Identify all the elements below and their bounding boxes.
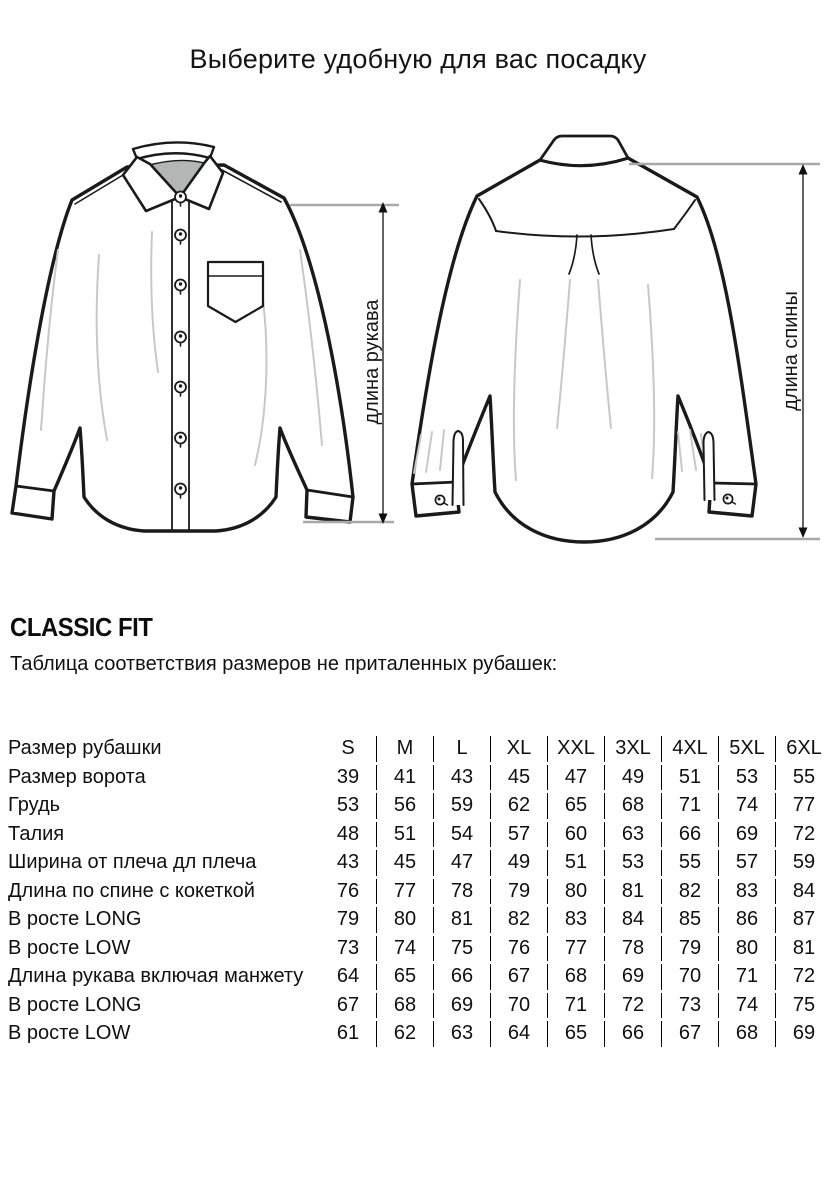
size-row (8, 1021, 832, 1047)
size-row (8, 907, 832, 933)
size-value-cell: 55 (662, 850, 719, 876)
size-column-header: 4XL (662, 736, 719, 762)
size-value-cell: 69 (792, 1022, 816, 1045)
size-value-cell: 83 (548, 907, 605, 933)
size-row-label: В росте LOW (8, 936, 131, 959)
size-value-cell: 59 (792, 851, 816, 874)
size-value-cell: 74 (377, 936, 434, 962)
size-row (8, 879, 832, 905)
size-value-cell: 47 (434, 850, 491, 876)
size-header-row (8, 736, 832, 762)
size-value-cell: 63 (605, 822, 662, 848)
size-value-cell: 82 (662, 879, 719, 905)
size-value-cell: 64 (320, 964, 377, 990)
size-value-cell: 65 (548, 1021, 605, 1047)
size-row-label: Ширина от плеча дл плеча (8, 851, 257, 874)
size-value-cell: 51 (662, 765, 719, 791)
size-value-cell: 60 (548, 822, 605, 848)
size-value-cell: 75 (792, 993, 816, 1016)
size-value-cell: 67 (320, 993, 377, 1019)
size-row (8, 936, 832, 962)
size-value-cell: 53 (605, 850, 662, 876)
size-value-cell: 84 (792, 879, 816, 902)
size-column-header: 5XL (719, 736, 776, 762)
size-row-label: В росте LONG (8, 908, 142, 931)
classic-fit-heading: CLASSIC FIT (10, 612, 153, 642)
size-row-label: Талия (8, 822, 65, 845)
size-row (8, 822, 832, 848)
size-column-header: XL (491, 736, 548, 762)
size-value-cell: 83 (719, 879, 776, 905)
size-column-header: L (434, 736, 491, 762)
size-value-cell: 41 (377, 765, 434, 791)
size-row-label: В росте LOW (8, 1022, 131, 1045)
size-value-cell: 73 (320, 936, 377, 962)
size-value-cell: 66 (605, 1021, 662, 1047)
size-value-cell: 54 (434, 822, 491, 848)
size-column-header: M (377, 736, 434, 762)
size-column-header: 6XL (786, 737, 822, 760)
size-table (8, 733, 832, 1050)
size-value-cell: 45 (491, 765, 548, 791)
sleeve-length-label: длина рукава (361, 299, 383, 425)
page-title: Выберите удобную для вас посадку (189, 44, 647, 74)
size-value-cell: 53 (719, 765, 776, 791)
size-value-cell: 76 (491, 936, 548, 962)
size-value-cell: 53 (320, 793, 377, 819)
size-value-cell: 64 (491, 1021, 548, 1047)
size-value-cell: 81 (605, 879, 662, 905)
size-value-cell: 79 (491, 879, 548, 905)
size-value-cell: 77 (377, 879, 434, 905)
size-value-cell: 68 (377, 993, 434, 1019)
size-table-body (8, 736, 832, 1047)
size-value-cell: 55 (792, 765, 816, 788)
size-value-cell: 71 (548, 993, 605, 1019)
size-column-header: XXL (548, 736, 605, 762)
size-row-label: Длина по спине с кокеткой (8, 879, 255, 902)
size-value-cell: 85 (662, 907, 719, 933)
size-value-cell: 39 (320, 765, 377, 791)
size-value-cell: 73 (662, 993, 719, 1019)
size-value-cell: 81 (434, 907, 491, 933)
size-value-cell: 87 (792, 908, 816, 931)
size-value-cell: 69 (434, 993, 491, 1019)
size-value-cell: 71 (719, 964, 776, 990)
size-value-cell: 69 (605, 964, 662, 990)
size-value-cell: 76 (320, 879, 377, 905)
size-row-label: Длина рукава включая манжету (8, 965, 304, 988)
size-value-cell: 66 (434, 964, 491, 990)
size-value-cell: 77 (548, 936, 605, 962)
shirt-diagrams (0, 128, 836, 558)
size-value-cell: 86 (719, 907, 776, 933)
size-value-cell: 68 (719, 1021, 776, 1047)
size-value-cell: 43 (434, 765, 491, 791)
shirt-back-drawing (412, 136, 756, 542)
size-value-cell: 80 (377, 907, 434, 933)
size-value-cell: 71 (662, 793, 719, 819)
size-value-cell: 56 (377, 793, 434, 819)
size-value-cell: 72 (605, 993, 662, 1019)
size-value-cell: 43 (320, 850, 377, 876)
size-value-cell: 68 (548, 964, 605, 990)
size-value-cell: 57 (719, 850, 776, 876)
size-row-label: Грудь (8, 794, 61, 817)
size-value-cell: 67 (491, 964, 548, 990)
shirt-diagram-svg (0, 128, 836, 558)
size-value-cell: 51 (377, 822, 434, 848)
size-value-cell: 79 (662, 936, 719, 962)
size-value-cell: 45 (377, 850, 434, 876)
size-value-cell: 74 (719, 993, 776, 1019)
size-value-cell: 62 (377, 1021, 434, 1047)
size-value-cell: 70 (491, 993, 548, 1019)
size-value-cell: 66 (662, 822, 719, 848)
size-value-cell: 65 (377, 964, 434, 990)
size-value-cell: 74 (719, 793, 776, 819)
size-value-cell: 78 (605, 936, 662, 962)
size-value-cell: 80 (548, 879, 605, 905)
size-column-header: S (320, 736, 377, 762)
size-value-cell: 68 (605, 793, 662, 819)
size-value-cell: 72 (792, 965, 816, 988)
size-value-cell: 78 (434, 879, 491, 905)
size-value-cell: 49 (605, 765, 662, 791)
size-value-cell: 81 (792, 936, 816, 959)
size-value-cell: 63 (434, 1021, 491, 1047)
size-column-header: 3XL (605, 736, 662, 762)
back-length-label: длина спины (780, 291, 802, 411)
size-row (8, 765, 832, 791)
size-row-label: Размер ворота (8, 765, 146, 788)
size-row (8, 993, 832, 1019)
size-value-cell: 77 (792, 794, 816, 817)
size-value-cell: 62 (491, 793, 548, 819)
size-value-cell: 57 (491, 822, 548, 848)
size-value-cell: 80 (719, 936, 776, 962)
size-row (8, 793, 832, 819)
size-value-cell: 49 (491, 850, 548, 876)
size-value-cell: 47 (548, 765, 605, 791)
size-value-cell: 51 (548, 850, 605, 876)
size-row (8, 964, 832, 990)
size-row-label: В росте LONG (8, 993, 142, 1016)
size-value-cell: 82 (491, 907, 548, 933)
size-value-cell: 84 (605, 907, 662, 933)
size-value-cell: 65 (548, 793, 605, 819)
size-value-cell: 70 (662, 964, 719, 990)
size-table-caption: Таблица соответствия размеров не приталенных рубашек: (10, 653, 558, 675)
size-value-cell: 79 (320, 907, 377, 933)
size-value-cell: 48 (320, 822, 377, 848)
size-row (8, 850, 832, 876)
size-value-cell: 69 (719, 822, 776, 848)
shirt-front-drawing (12, 142, 353, 531)
size-value-cell: 59 (434, 793, 491, 819)
size-value-cell: 61 (320, 1021, 377, 1047)
size-header-label: Размер рубашки (8, 737, 162, 760)
size-value-cell: 72 (792, 822, 816, 845)
size-value-cell: 75 (434, 936, 491, 962)
size-value-cell: 67 (662, 1021, 719, 1047)
